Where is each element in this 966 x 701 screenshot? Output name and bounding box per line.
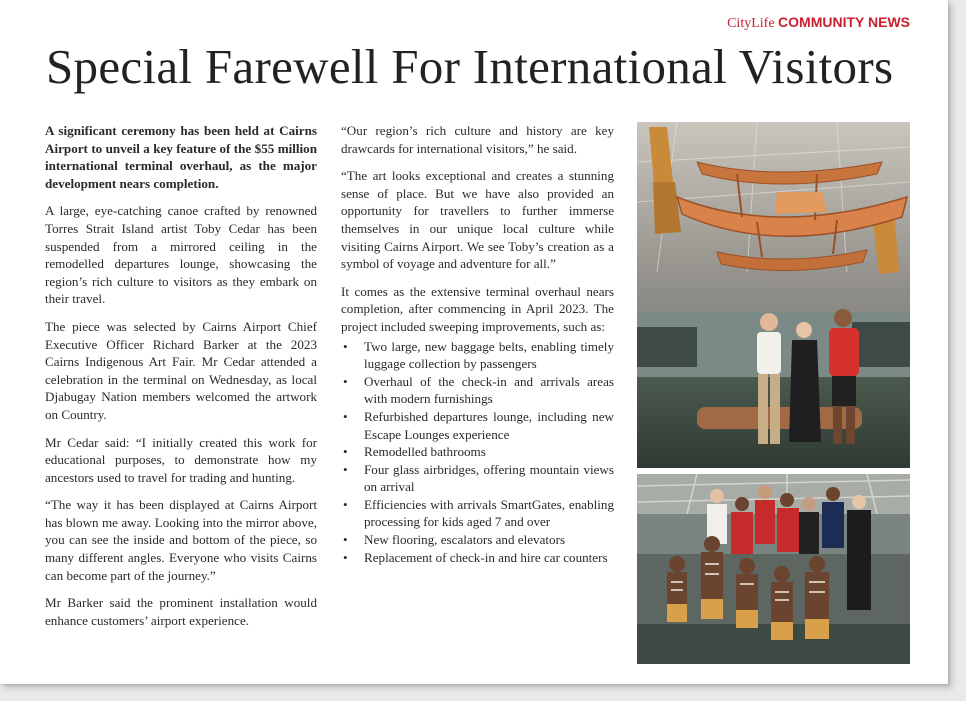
article-paragraph: It comes as the extensive terminal overhaul nears completion, after commencing in April 2023. The project included sweeping improvements, such as:: [341, 283, 614, 334]
article-lede: A significant ceremony has been held at Cairns Airport to unveil a key feature of the $55 million international terminal overhaul, as the major development nears completion.: [45, 123, 317, 191]
improvement-item: • Overhaul of the check-in and arrivals areas with modern furnishings: [341, 373, 614, 408]
article-column-1: [45, 122, 317, 639]
improvement-item: • Efficiencies with arrivals SmartGates, enabling processing for kids aged 7 and over: [341, 496, 614, 531]
article-paragraph: “The art looks exceptional and creates a stunning sense of place. But we have also provided an opportunity for travellers to further immerse themselves in our unique local culture while visiting Cairns Airport. We see Toby’s creation as a symbol of voyage and adventure for all.”: [341, 168, 614, 272]
improvement-item: • New flooring, escalators and elevators: [341, 531, 614, 549]
article-paragraph: “Our region’s rich culture and history are key drawcards for international visitors,” he said.: [341, 123, 614, 156]
improvement-item: • Two large, new baggage belts, enabling timely luggage collection by passengers: [341, 338, 614, 373]
improvement-item: • Four glass airbridges, offering mountain views on arrival: [341, 461, 614, 496]
improvement-item: • Refurbished departures lounge, including new Escape Lounges experience: [341, 408, 614, 443]
improvement-item: • Replacement of check-in and hire car counters: [341, 549, 614, 567]
masthead-section: COMMUNITY NEWS: [778, 14, 910, 30]
masthead-brand: CityLife: [727, 16, 775, 31]
article-paragraph: Mr Barker said the prominent installation would enhance customers’ airport experience.: [45, 595, 317, 628]
article-paragraph: A large, eye-catching canoe crafted by renowned Torres Strait Island artist Toby Cedar has been suspended from a mirrored ceiling in the remodelled departures lounge, showcasing the region’s rich culture to visitors as they embark on their travel.: [45, 203, 317, 307]
article-column-2: [341, 122, 614, 566]
article-paragraph: Mr Cedar said: “I initially created this work for educational purposes, to demonstrate how my ancestors used to travel for trading and hunting.: [45, 434, 317, 485]
article-headline: Special Farewell For International Visitors: [46, 39, 894, 94]
canoe-installation-photo: [637, 122, 910, 468]
article-paragraph: “The way it has been displayed at Cairns Airport has blown me away. Looking into the mirror above, you can see the inside and bottom of the piece, so many different angles. Everyone who visits Cairns can become part of the journey.”: [45, 497, 317, 583]
improvement-item: • Remodelled bathrooms: [341, 443, 614, 461]
improvements-list: [341, 338, 614, 567]
article-paragraph: The piece was selected by Cairns Airport Chief Executive Officer Richard Barker at the 2023 Cairns Indigenous Art Fair. Mr Cedar attended a celebration in the terminal on Wednesday, as local Djabugay Nation members welcomed the artwork on Country.: [45, 318, 317, 422]
group-ceremony-photo: [637, 474, 910, 664]
masthead: [727, 14, 910, 32]
